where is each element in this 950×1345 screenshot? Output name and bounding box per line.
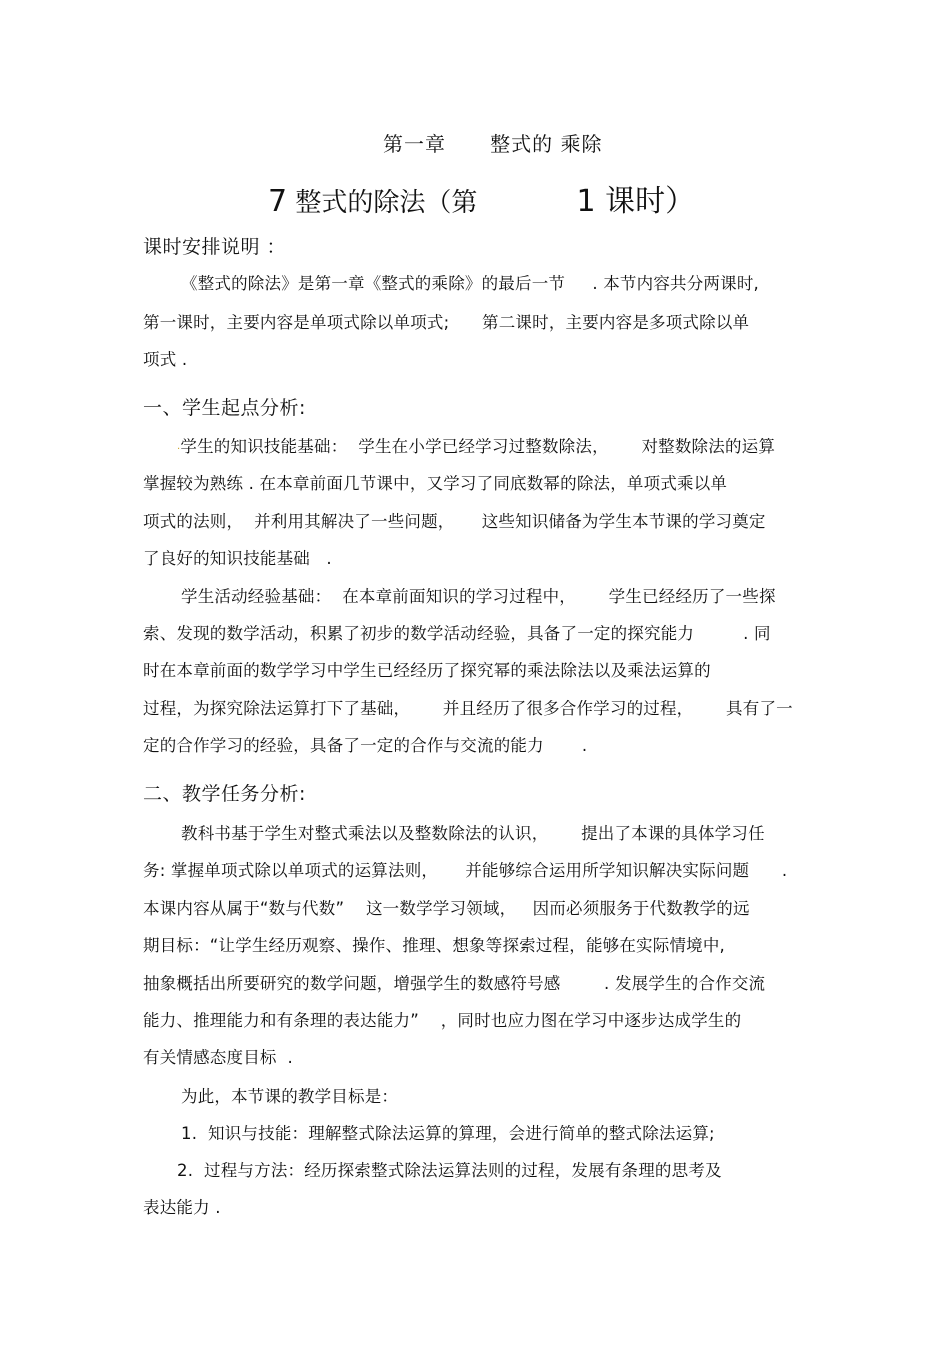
stray-dot: · <box>177 444 181 455</box>
section2-heading: 二、教学任务分析: <box>143 783 306 805</box>
paragraph-line: 教科书基于学生对整式乘法以及整数除法的认识， 提出了本课的具体学习任 <box>181 824 765 843</box>
paragraph-line: 能力、推理能力和有条理的表达能力” ，同时也应力图在学习中逐步达成学生的 <box>143 1011 742 1030</box>
lesson-title <box>268 176 695 220</box>
paragraph-line: 期目标：“让学生经历观察、操作、推理、想象等探索过程，能够在实际情境中, <box>143 936 725 955</box>
arrangement-heading: 课时安排说明 ： <box>143 236 287 258</box>
paragraph-line: 本课内容从属于“数与代数” 这一数学学习领域， 因而必须服务于代数教学的远 <box>143 899 750 918</box>
goal-item: 1. 知识与技能：理解整式除法运算的算理，会进行简单的整式除法运算; <box>181 1124 715 1143</box>
paragraph-line: 有关情感态度目标 . <box>143 1048 293 1067</box>
section1-heading: 一、学生起点分析: <box>143 397 306 419</box>
goal-item-continued: 表达能力 . <box>143 1198 221 1217</box>
paragraph-text: 学生的知识技能基础： 学生在小学已经学习过整数除法， 对整数除法的运算 <box>180 437 776 456</box>
paragraph-line: 过程，为探究除法运算打下了基础， 并且经历了很多合作学习的过程， 具有了一 <box>143 699 793 718</box>
paragraph-line: 项式的法则， 并利用其解决了一些问题， 这些知识储备为学生本节课的学习奠定 <box>143 512 766 531</box>
paragraph-line: 掌握较为熟练 . 在本章前面几节课中，又学习了同底数幂的除法，单项式乘以单 <box>143 474 728 493</box>
paragraph-line: 学生活动经验基础： 在本章前面知识的学习过程中， 学生已经经历了一些探 <box>181 587 776 606</box>
arrangement-line: 《整式的除法》是第一章《整式的乘除》的最后一节 . 本节内容共分两课时, <box>181 274 759 293</box>
lesson-period: 1 课时） <box>576 184 696 219</box>
chapter-title: 第一章 整式的 乘除 <box>383 132 603 156</box>
arrangement-line: 第一课时，主要内容是单项式除以单项式; 第二课时，主要内容是多项式除以单 <box>143 313 750 332</box>
paragraph-line <box>177 436 775 461</box>
paragraph-line: 务: 掌握单项式除以单项式的运算法则， 并能够综合运用所学知识解决实际问题 . <box>143 861 788 880</box>
goal-item: 2. 过程与方法：经历探索整式除法运算法则的过程，发展有条理的思考及 <box>177 1161 722 1180</box>
paragraph-line: 索、发现的数学活动，积累了初步的数学活动经验，具备了一定的探究能力 . 同 <box>143 624 771 643</box>
arrangement-line: 项式 . <box>143 350 188 369</box>
paragraph-line: 时在本章前面的数学学习中学生已经经历了探究幂的乘法除法以及乘法运算的 <box>143 661 711 680</box>
paragraph-line: 抽象概括出所要研究的数学问题，增强学生的数感符号感 . 发展学生的合作交流 <box>143 974 766 993</box>
lesson-number: 7 <box>268 184 288 219</box>
goals-intro: 为此，本节课的教学目标是： <box>181 1087 399 1106</box>
paragraph-line: 定的合作学习的经验，具备了一定的合作与交流的能力 . <box>143 736 588 755</box>
lesson-name: 整式的除法（第 <box>287 188 577 218</box>
paragraph-line: 了良好的知识技能基础 . <box>143 549 332 568</box>
